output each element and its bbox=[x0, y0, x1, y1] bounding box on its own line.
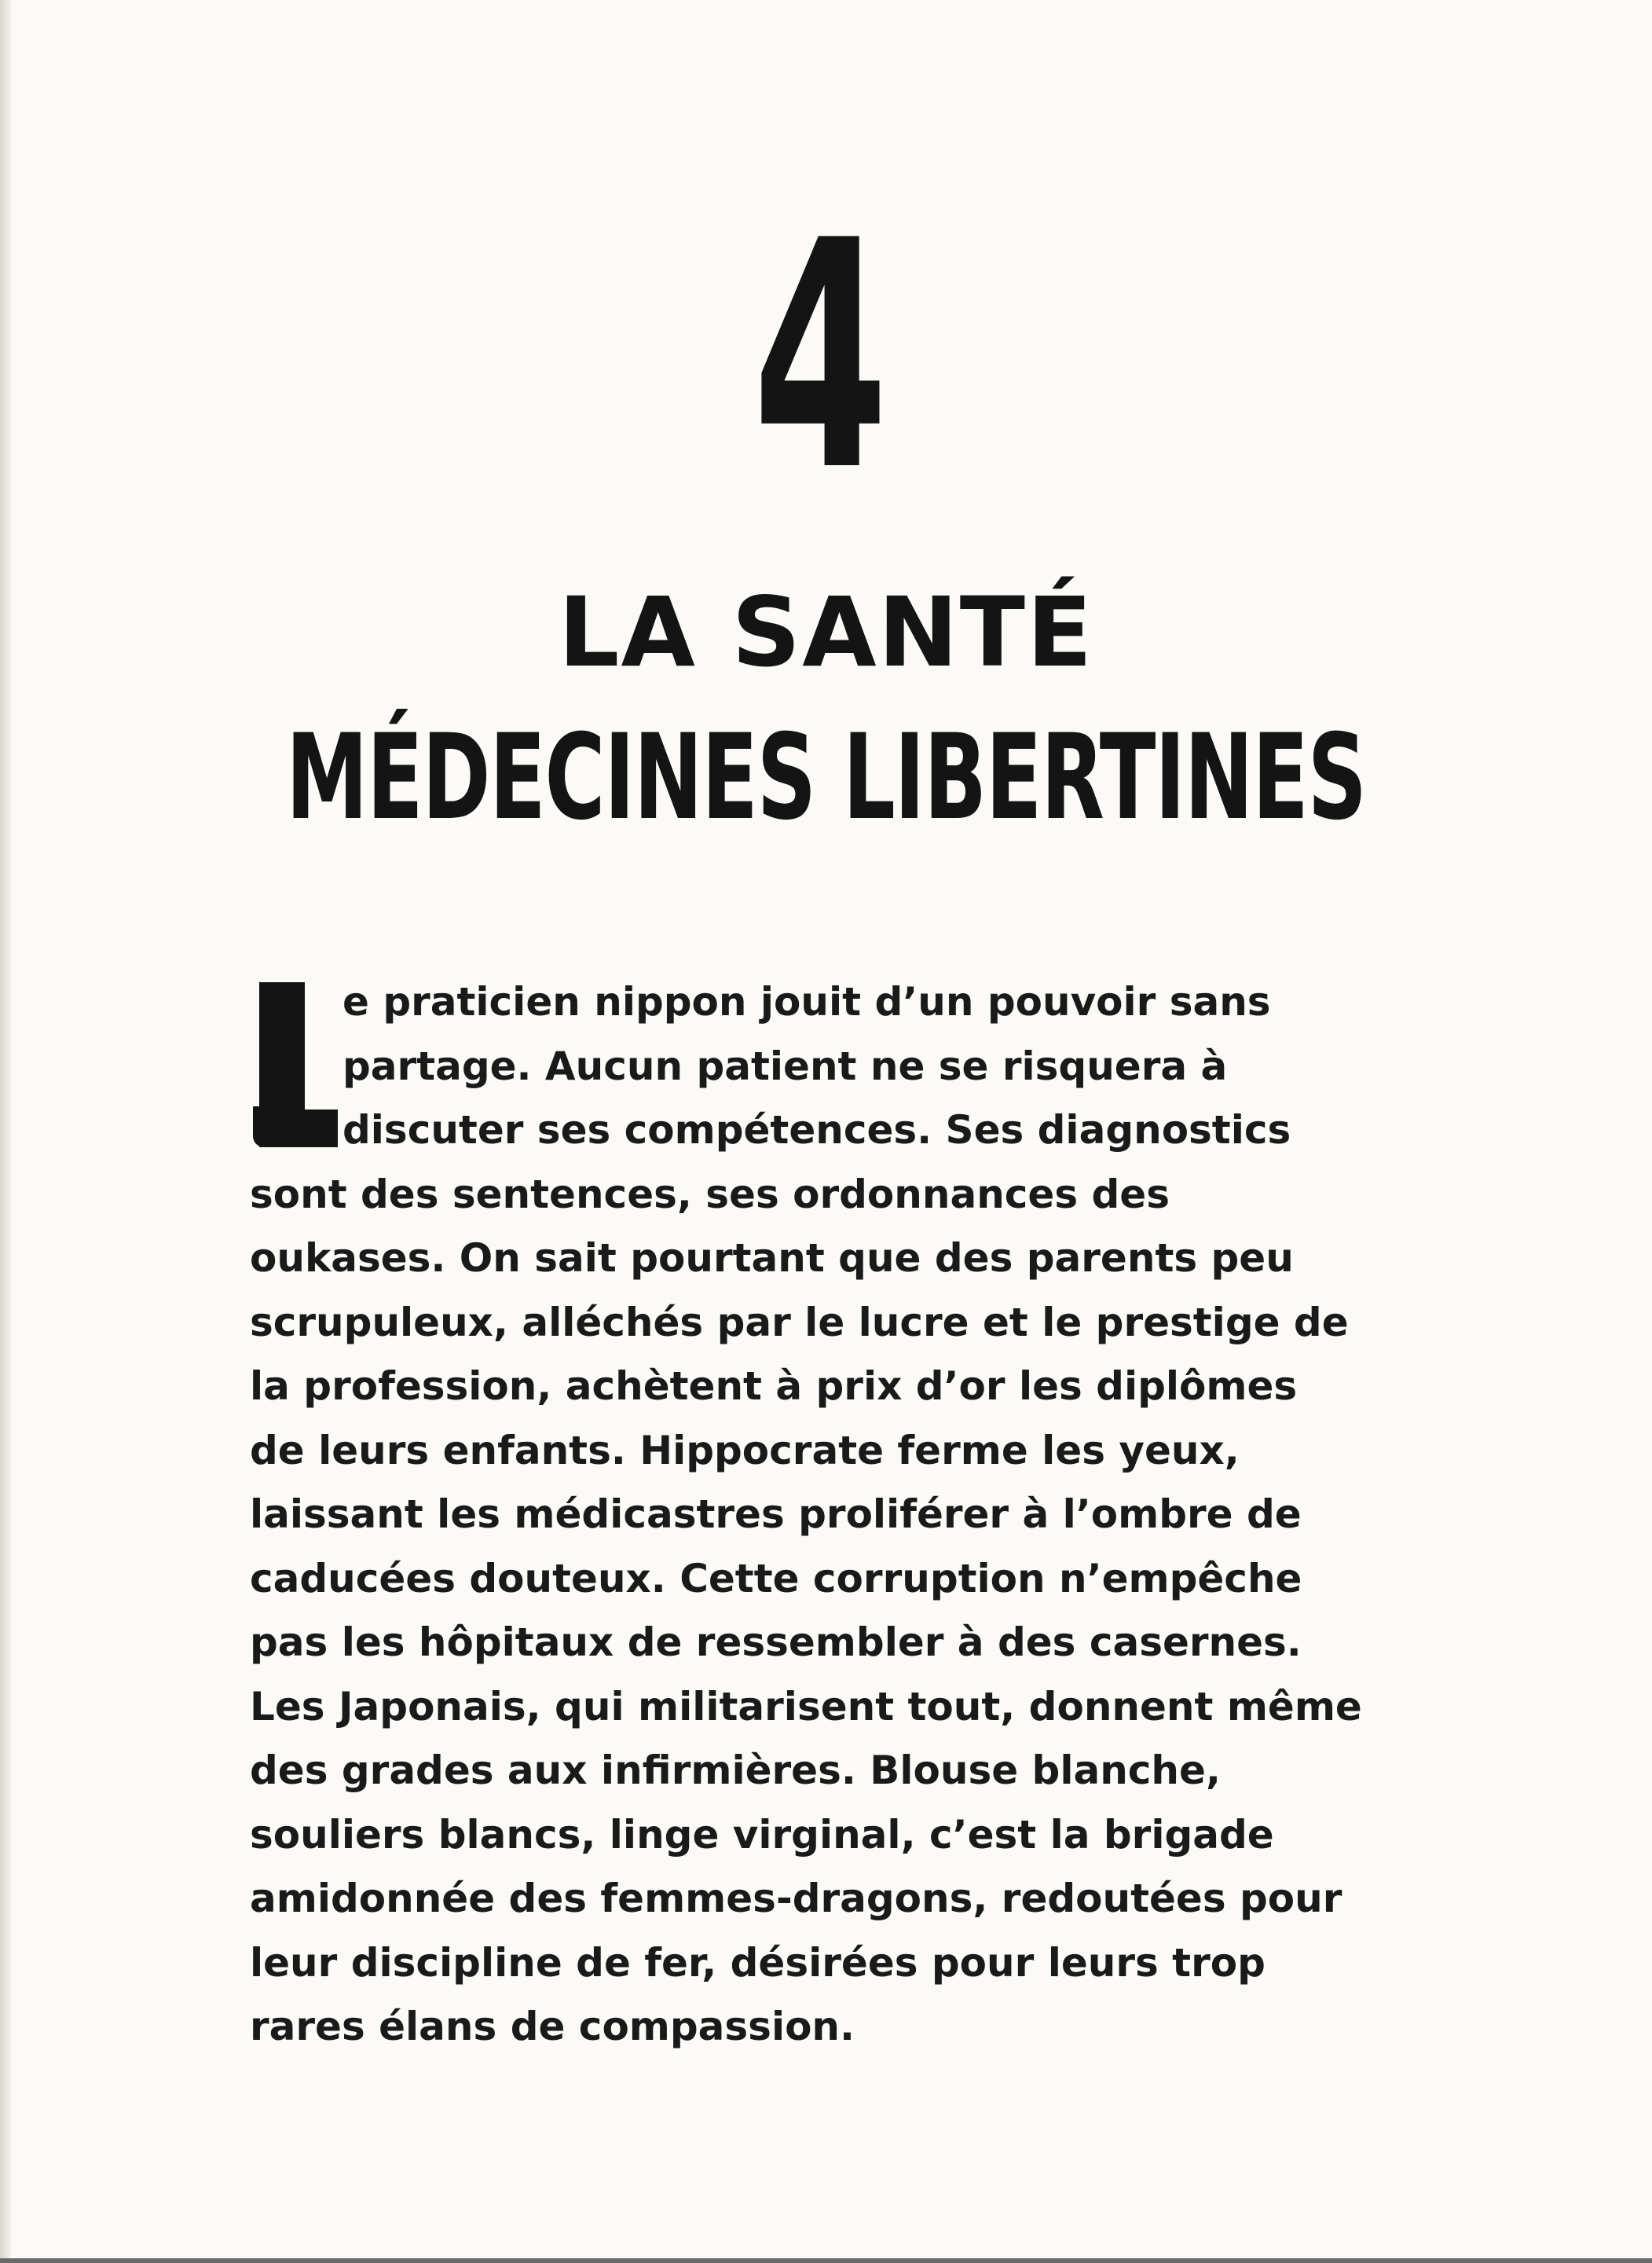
body-line: scrupuleux, alléchés par le lucre et le prestige de bbox=[250, 1299, 1349, 1345]
chapter-title: LA SANTÉ bbox=[558, 577, 1094, 688]
body-line: laissant les médicastres proliférer à l’ombre de bbox=[250, 1491, 1302, 1537]
chapter-number: 4 bbox=[753, 174, 887, 540]
body-line: pas les hôpitaux de ressembler à des casernes. bbox=[250, 1619, 1302, 1665]
body-line: e praticien nippon jouit d’un pouvoir sans bbox=[342, 979, 1271, 1025]
body-line: sont des sentences, ses ordonnances des bbox=[250, 1171, 1170, 1217]
page-bottom-edge bbox=[0, 2258, 1652, 2263]
body-line: leur discipline de fer, désirées pour leurs trop bbox=[250, 1939, 1266, 1986]
body-line: oukases. On sait pourtant que des parents peu bbox=[250, 1235, 1294, 1281]
body-line: partage. Aucun patient ne se risquera à bbox=[342, 1043, 1228, 1089]
body-line: souliers blancs, linge virginal, c’est la brigade bbox=[250, 1811, 1274, 1858]
body-line: des grades aux infirmières. Blouse blanche, bbox=[250, 1748, 1221, 1793]
body-line: caducées douteux. Cette corruption n’empêche bbox=[250, 1555, 1302, 1601]
body-line: de leurs enfants. Hippocrate ferme les yeux, bbox=[250, 1427, 1240, 1473]
body-line: rares élans de compassion. bbox=[250, 2004, 855, 2049]
page-binding-edge bbox=[0, 0, 11, 2263]
body-line: la profession, achètent à prix d’or les diplômes bbox=[250, 1363, 1298, 1409]
chapter-subtitle: MÉDECINES LIBERTINES bbox=[285, 710, 1366, 846]
body-paragraph bbox=[250, 970, 1381, 2059]
body-line: amidonnée des femmes-dragons, redoutées pour bbox=[250, 1876, 1342, 1921]
body-line: discuter ses compétences. Ses diagnostics bbox=[342, 1107, 1291, 1153]
body-line: Les Japonais, qui militarisent tout, donnent même bbox=[250, 1683, 1362, 1729]
